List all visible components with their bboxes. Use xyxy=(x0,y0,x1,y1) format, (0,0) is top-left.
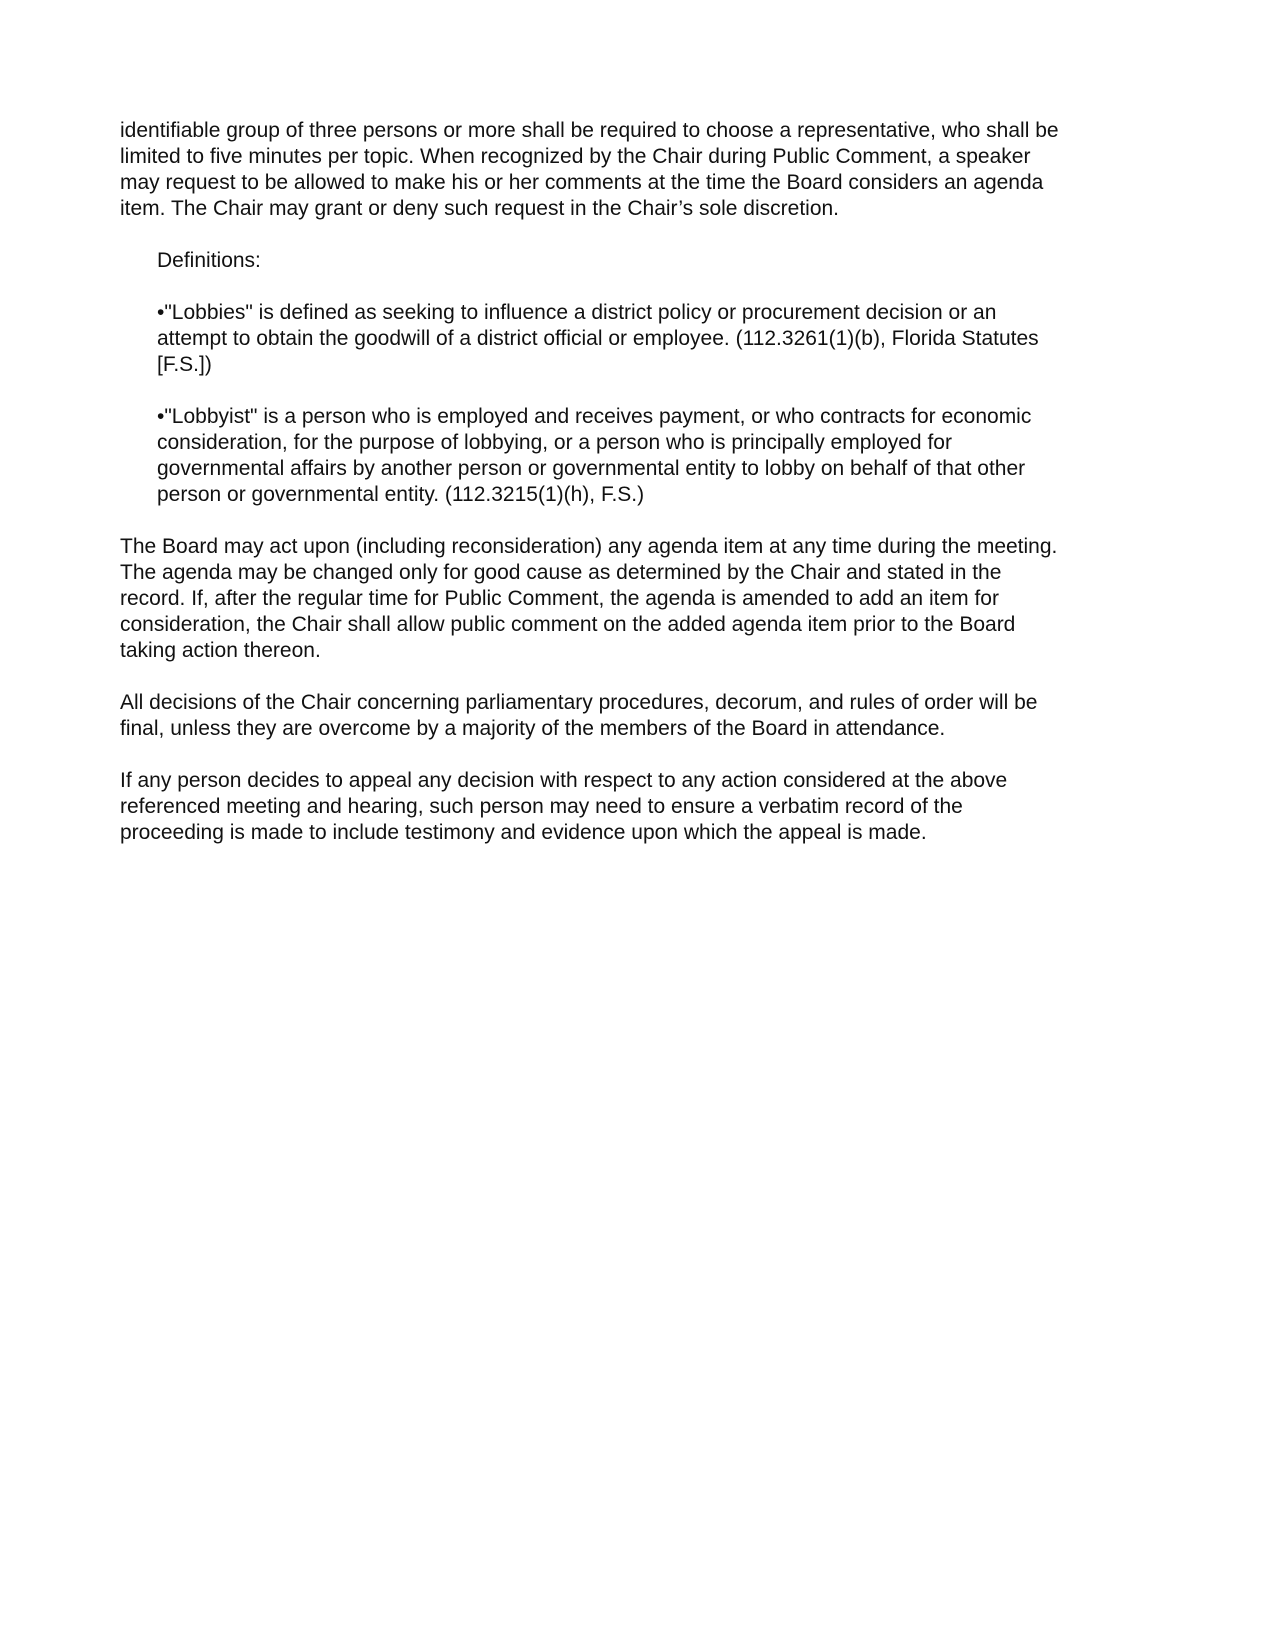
lobbyist-definition: •"Lobbyist" is a person who is employed and receives payment, or who contracts for economic consideration, for the purpose of lobbying, or a person who is principally employed for governmental affairs by another person or governmental entity to lobby on behalf of that other person or governmental entity. (112.3215(1)(h), F.S.) xyxy=(157,405,1032,506)
public-comment-paragraph: identifiable group of three persons or more shall be required to choose a representative, who shall be limited to five minutes per topic. When recognized by the Chair during Public Comment, a speaker may request to be allowed to make his or her comments at the time the Board considers an agenda item. The Chair may grant or deny such request in the Chair’s sole discretion. xyxy=(120,119,1059,220)
appeal-notice-paragraph: If any person decides to appeal any decision with respect to any action considered at the above referenced meeting and hearing, such person may need to ensure a verbatim record of the proceeding is made to include testimony and evidence upon which the appeal is made. xyxy=(120,769,1008,844)
document-page xyxy=(120,118,1160,872)
chair-decisions-paragraph: All decisions of the Chair concerning parliamentary procedures, decorum, and rules of order will be final, unless they are overcome by a majority of the members of the Board in attendance. xyxy=(120,691,1038,740)
definitions-heading: Definitions: xyxy=(157,249,261,272)
lobbies-definition: •"Lobbies" is defined as seeking to influence a district policy or procurement decision or an attempt to obtain the goodwill of a district official or employee. (112.3261(1)(b), Florida Statutes [F.S.]) xyxy=(157,301,1039,376)
board-action-paragraph: The Board may act upon (including reconsideration) any agenda item at any time during the meeting. The agenda may be changed only for good cause as determined by the Chair and stated in the record. If, after the regular time for Public Comment, the agenda is amended to add an item for consideration, the Chair shall allow public comment on the added agenda item prior to the Board taking action thereon. xyxy=(120,535,1058,662)
